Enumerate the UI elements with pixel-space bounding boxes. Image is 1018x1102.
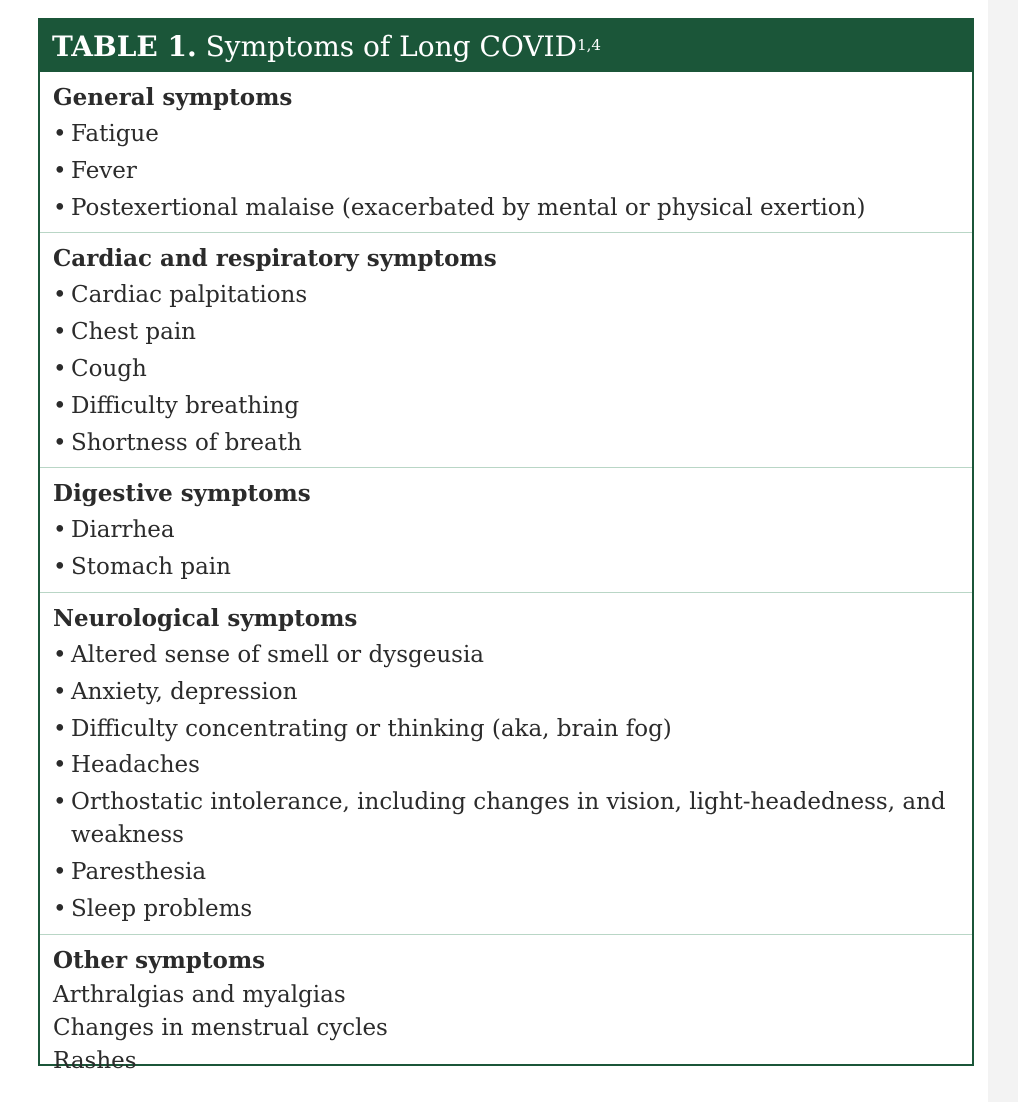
table-title-references: 1,4 [577,36,601,54]
symptoms-table [38,18,974,1074]
list-item: • Headaches [53,747,958,784]
list-item: • Chest pain [53,314,958,351]
section-digestive [40,468,972,593]
list-item: Changes in menstrual cycles [53,1014,388,1041]
list-item: • Paresthesia [53,854,958,891]
section-cardiac-respiratory [40,233,972,468]
section-title: General symptoms [53,84,293,111]
symptom-list [53,979,958,1078]
table-header [40,20,972,72]
section-title: Digestive symptoms [53,480,311,508]
page-edge-shade [988,0,1018,1102]
list-item: • Fever [53,153,958,190]
list-item: • Anxiety, depression [53,674,958,711]
section-title: Other symptoms [53,946,266,974]
table-title: Symptoms of Long COVID [196,30,578,63]
section-other [40,935,972,1084]
symptom-list [53,637,958,928]
symptom-list [53,277,958,461]
list-item: • Sleep problems [53,891,958,928]
list-item: • Cardiac palpitations [53,277,958,314]
symptom-list [53,512,958,586]
section-title: Neurological symptoms [53,604,358,632]
list-item: • Altered sense of smell or dysgeusia [53,637,958,674]
list-item: • Cough [53,351,958,388]
list-item: • Postexertional malaise (exacerbated by mental or physical exertion) [53,190,958,227]
list-item: Rashes [53,1047,137,1074]
section-general [40,72,972,233]
section-neurological [40,593,972,935]
table-number: TABLE 1. [52,30,197,63]
list-item: • Fatigue [53,116,958,153]
list-item: • Difficulty breathing [53,388,958,425]
list-item: • Diarrhea [53,512,958,549]
symptom-list [53,116,958,226]
list-item: • Stomach pain [53,549,958,586]
list-item: • Orthostatic intolerance, including changes in vision, light-headedness, and weakness [53,784,958,854]
list-item: • Difficulty concentrating or thinking (aka, brain fog) [53,711,958,748]
list-item: • Shortness of breath [53,425,958,462]
list-item: Arthralgias and myalgias [53,981,346,1008]
section-title: Cardiac and respiratory symptoms [53,245,497,273]
